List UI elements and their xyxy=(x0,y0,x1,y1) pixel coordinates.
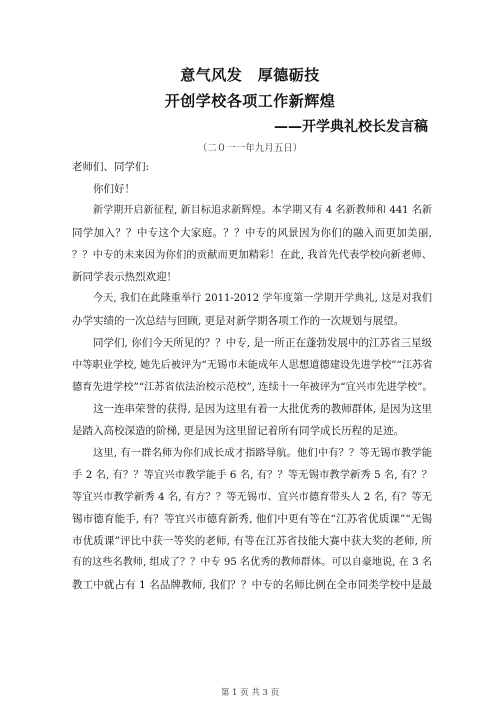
text-line: 是踏入高校深造的阶梯, 更是因为这里留记着所有同学成长历程的足迹。 xyxy=(72,425,405,437)
text-line: 教工中就占有 1 名品牌教师, 我们？？中专的名师比例在全市同类学校中是最 xyxy=(72,579,432,591)
text-line: 锡市德育能手, 有？等宜兴市德育新秀, 他们中更有等在“江苏省优质课”“无锡 xyxy=(72,513,432,525)
text-line: 这一连串荣誉的获得, 是因为这里有着一大批优秀的教师群体, 是因为这里 xyxy=(93,403,432,415)
speech-body xyxy=(72,156,432,596)
greeting: 你们好！ xyxy=(93,183,135,195)
text-line: 市优质课”评比中获一等奖的老师, 有等在江苏省技能大赛中获大奖的老师, 所 xyxy=(72,535,432,547)
text-line: 有的这些名教师, 组成了？？中专 95 名优秀的教师群体。可以自豪地说, 在 3 名 xyxy=(72,557,432,568)
text-line: ？？中专的未来因为你们的贡献而更加精彩！在此, 我首先代表学校向新老师、 xyxy=(72,249,432,261)
main-title: 意气风发 厚德砺技 xyxy=(180,66,320,84)
salutation: 老师们、同学们: xyxy=(72,161,150,173)
text-line: 新学期开启新征程, 新目标追求新辉煌。本学期又有 4 名新教师和 441 名新 xyxy=(93,205,432,216)
main-subtitle: 开创学校各项工作新辉煌 xyxy=(164,92,336,110)
text-line: 手 2 名, 有？？等宜兴市教学能手 6 名, 有？？等无锡市教学新秀 5 名, 有？？ xyxy=(72,469,432,481)
text-line: 办学实绩的一次总结与回顾, 更是对新学期各项工作的一次规划与展望。 xyxy=(72,315,405,327)
text-line: 新同学表示热烈欢迎！ xyxy=(72,271,177,283)
speech-subtitle: ——开学典礼校长发言稿 xyxy=(274,119,428,135)
text-line: 同学加入？？中专这个大家庭。？？中专的风景因为你们的融入而更加美丽, xyxy=(72,227,432,239)
text-line: 今天, 我们在此隆重举行 2011-2012 学年度第一学期开学典礼, 这是对我们 xyxy=(93,293,432,304)
text-line: 这里, 有一群名师为你们成长成才指路导航。他们中有？？等无锡市教学能 xyxy=(93,447,432,459)
page-footer: 第 1 页 共 3 页 xyxy=(220,688,280,698)
speech-date: （二０一一年九月五日） xyxy=(197,143,303,154)
text-line: 中等职业学校, 她先后被评为“无锡市未能成年人思想道德建设先进学校”“江苏省 xyxy=(72,359,433,371)
text-line: 德育先进学校”“江苏省依法治校示范校”, 连续十一年被评为“宜兴市先进学校”。 xyxy=(72,381,433,393)
text-line: 同学们, 你们今天所见的？？中专, 是一所正在蓬勃发展中的江苏省三星级 xyxy=(93,337,432,349)
text-line: 等宜兴市教学新秀 4 名, 有方？？等无锡市、宜兴市德育带头人 2 名, 有？等无 xyxy=(72,491,432,503)
